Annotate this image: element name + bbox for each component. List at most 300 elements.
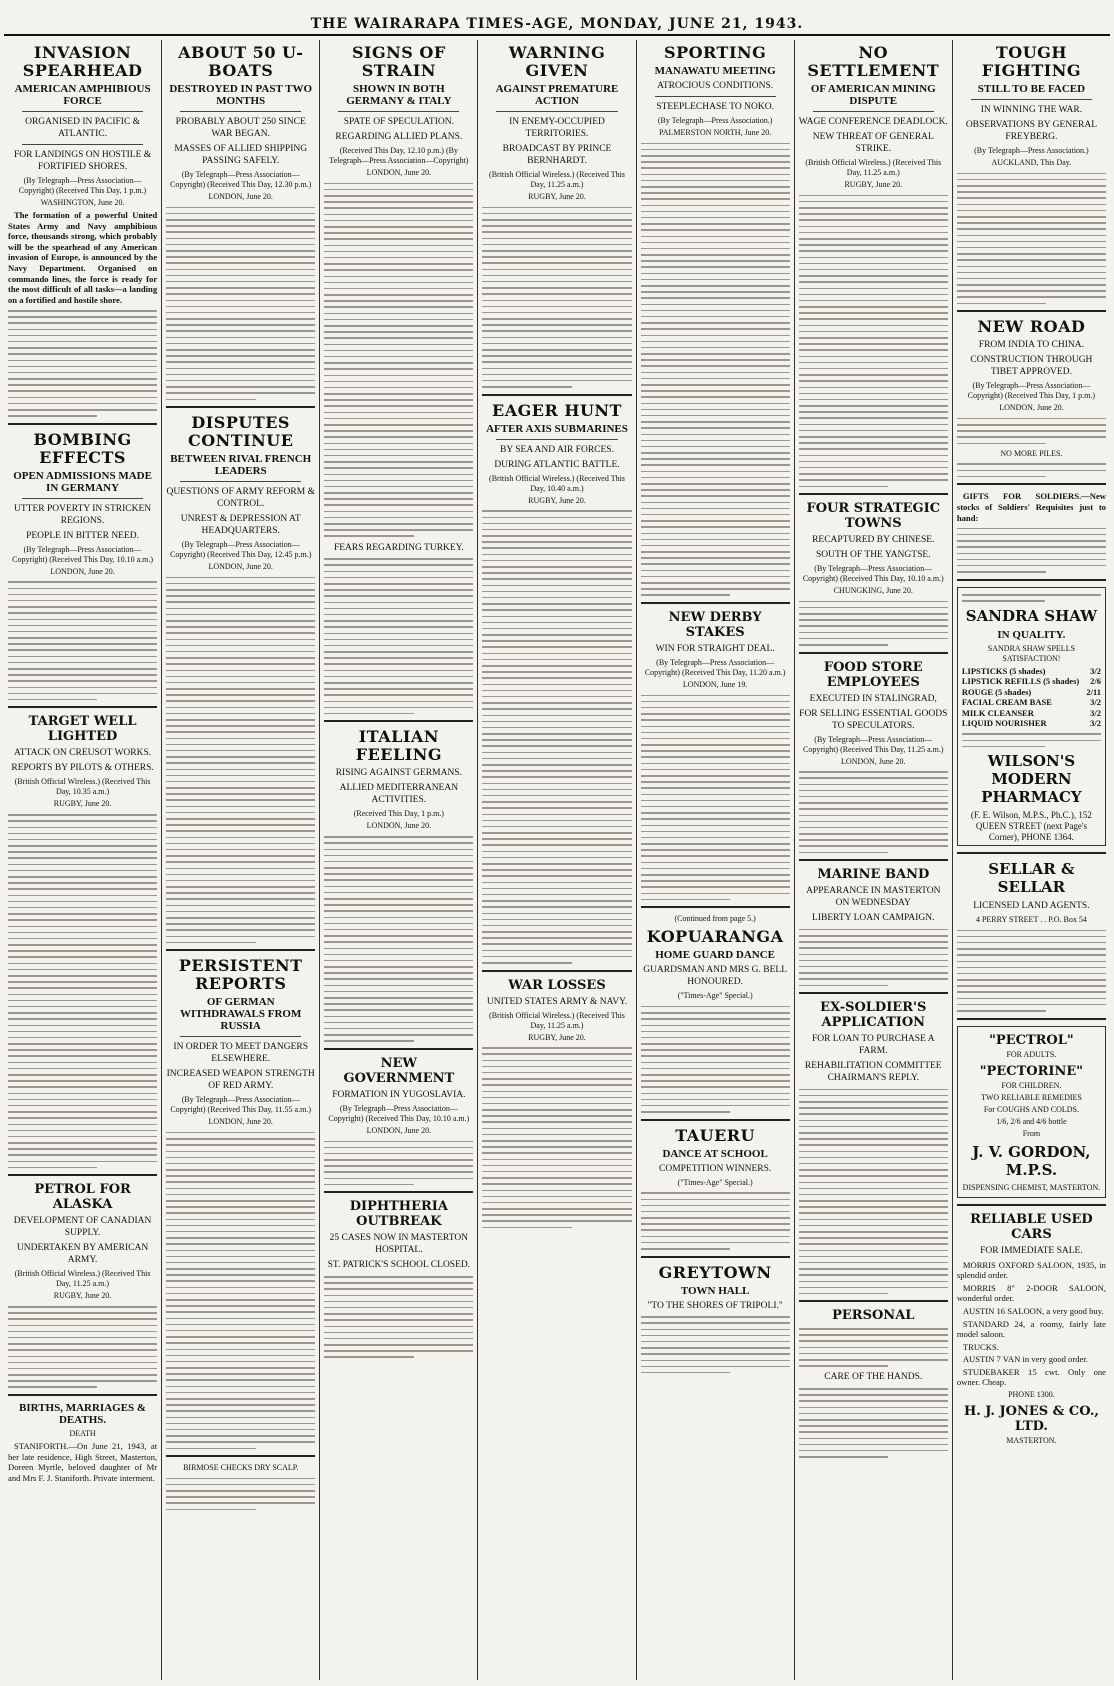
text-line: [166, 1355, 315, 1357]
headline-warning-given: WARNING GIVEN: [508, 43, 606, 80]
text-line: [799, 281, 948, 283]
advert-reliable-used-cars: RELIABLE USED CARS: [970, 1211, 1093, 1242]
text-line: [324, 558, 473, 560]
text-line: [324, 855, 473, 857]
subhead: FROM INDIA TO CHINA.: [978, 340, 1085, 351]
credit-line: ("Times-Age" Special.): [677, 991, 753, 1001]
text-line: [324, 189, 473, 191]
text-line: [641, 415, 790, 417]
text-line: [8, 656, 157, 658]
text-line: [957, 534, 1106, 536]
text-line: [482, 312, 631, 314]
text-line: [482, 826, 631, 828]
subhead: ATROCIOUS CONDITIONS.: [657, 81, 774, 91]
headline-new-government: NEW GOVERNMENT: [343, 1055, 455, 1086]
article-body-text: [641, 1316, 790, 1373]
article-body-text: [799, 195, 948, 487]
text-line: [8, 981, 157, 983]
dateline: RUGBY, June 20.: [528, 495, 586, 505]
text-line: [482, 219, 631, 221]
credit-line: (By Telegraph—Press Association—Copyright) (Received This Day, 10.10 a.m.): [802, 564, 944, 583]
text-line: [324, 387, 473, 389]
text-line: [641, 279, 790, 281]
text-line: [8, 839, 157, 841]
text-line: [324, 1178, 473, 1180]
column-2: [162, 40, 320, 1680]
text-line: [641, 1018, 790, 1020]
price-item: LIPSTICKS (5 shades): [961, 665, 1046, 676]
subhead: CONSTRUCTION THROUGH TIBET APPROVED.: [970, 355, 1093, 378]
text-line: [799, 1182, 948, 1184]
text-line: [799, 1237, 948, 1239]
headline-kopuaranga: KOPUARANGA: [646, 927, 784, 947]
text-line: [799, 1144, 948, 1146]
text-line: [641, 551, 790, 553]
text-line: [8, 895, 157, 897]
text-line: [324, 1332, 473, 1334]
text-line: [641, 390, 790, 392]
text-line: [324, 1319, 473, 1321]
text-line: [799, 1413, 948, 1415]
text-line: [482, 306, 631, 308]
text-line: [8, 1148, 157, 1150]
text-line: [799, 349, 948, 351]
text-line: [166, 663, 315, 665]
text-line: [482, 814, 631, 816]
text-line: [957, 266, 1106, 268]
text-line: [8, 581, 157, 583]
text-line: [799, 448, 948, 450]
article-body-text: [166, 577, 315, 944]
text-line: [482, 943, 631, 945]
headline-italian-feeling: ITALIAN FEELING: [355, 727, 442, 765]
text-line: [482, 1146, 631, 1148]
subhead: FOR IMMEDIATE SALE.: [980, 1245, 1083, 1256]
text-line: [482, 962, 571, 964]
text-line: [482, 238, 631, 240]
text-line: [166, 213, 315, 215]
subhead: SPATE OF SPECULATION.: [343, 117, 454, 127]
text-line: [166, 256, 315, 258]
text-line: [799, 356, 948, 358]
text-line: [324, 935, 473, 937]
text-line: [799, 607, 948, 609]
text-line: [8, 1136, 157, 1138]
text-line: [166, 837, 315, 839]
text-line: [482, 776, 631, 778]
text-line: [8, 956, 157, 958]
text-line: [799, 461, 948, 463]
text-line: [799, 1138, 948, 1140]
text-line: [8, 693, 157, 695]
text-line: [641, 1211, 790, 1213]
text-line: [166, 1194, 315, 1196]
text-line: [166, 324, 315, 326]
text-line: [799, 405, 948, 407]
headline-bombing-effects: BOMBING EFFECTS: [33, 429, 132, 467]
text-line: [641, 893, 790, 895]
text-line: [166, 830, 315, 832]
credit-line: ("Times-Age" Special.): [677, 1177, 753, 1187]
text-line: [324, 418, 473, 420]
text-line: [8, 1343, 157, 1345]
text-line: [324, 375, 473, 377]
text-line: [641, 155, 790, 157]
article-body-text: [324, 836, 473, 1042]
subhead: UNREST & DEPRESSION AT HEADQUARTERS.: [180, 514, 301, 536]
text-line: [957, 998, 1106, 1000]
text-line: [8, 353, 157, 355]
text-line: [957, 418, 1106, 420]
text-line: [324, 941, 473, 943]
dateline: LONDON, June 20.: [841, 756, 906, 766]
text-line: [799, 1450, 948, 1452]
subhead: AGAINST PREMATURE ACTION: [495, 83, 619, 107]
text-line: [166, 843, 315, 845]
text-line: [641, 1353, 790, 1355]
text-line: [482, 616, 631, 618]
text-line: [641, 353, 790, 355]
text-line: [799, 808, 948, 810]
text-line: [482, 597, 631, 599]
headline-four-strategic-towns: FOUR STRATEGIC TOWNS: [806, 501, 941, 531]
text-line: [641, 316, 790, 318]
text-line: [8, 335, 157, 337]
headline-personal: PERSONAL: [832, 1308, 915, 1324]
dateline: RUGBY, June 20.: [528, 1032, 586, 1042]
text-line: [799, 1089, 948, 1091]
text-line: [324, 898, 473, 900]
text-line: [324, 1040, 413, 1042]
text-line: [8, 1130, 157, 1132]
text-line: [324, 183, 473, 185]
text-line: [641, 582, 790, 584]
text-line: [166, 929, 315, 931]
subhead: BETWEEN RIVAL FRENCH LEADERS: [170, 453, 312, 477]
text-line: [324, 651, 473, 653]
text-line: [324, 356, 473, 358]
text-line: [324, 350, 473, 352]
text-line: [166, 293, 315, 295]
text-line: [799, 1328, 948, 1330]
text-line: [641, 217, 790, 219]
text-line: [482, 900, 631, 902]
text-line: [166, 1367, 315, 1369]
pharmacy-address: (F. E. Wilson, M.P.S., Ph.C.), 152 QUEEN STREET (next Page's Corner), PHONE 1364.: [970, 809, 1092, 842]
text-line: [324, 232, 473, 234]
text-line: [641, 464, 790, 466]
text-line: [8, 888, 157, 890]
text-line: [166, 917, 315, 919]
text-line: [166, 905, 315, 907]
subhead: WIN FOR STRAIGHT DEAL.: [655, 643, 775, 654]
text-line: [641, 198, 790, 200]
article-body-text: [8, 1306, 157, 1388]
text-line: [166, 1417, 315, 1419]
price-row: [962, 687, 1101, 698]
text-line: [324, 325, 473, 327]
text-line: [166, 657, 315, 659]
text-line: [641, 862, 790, 864]
text-line: [641, 726, 790, 728]
text-line: [957, 936, 1106, 938]
text-line: [324, 886, 473, 888]
text-line: [482, 745, 631, 747]
text-line: [799, 972, 948, 974]
text-line: [957, 284, 1106, 286]
text-line: [641, 1347, 790, 1349]
text-line: [799, 613, 948, 615]
text-line: [799, 263, 948, 265]
product-audience: FOR ADULTS.: [1006, 1049, 1057, 1059]
text-line: [641, 205, 790, 207]
text-line: [166, 1336, 315, 1338]
subhead: FOR SELLING ESSENTIAL GOODS TO SPECULATORS.: [799, 708, 948, 731]
text-line: [641, 812, 790, 814]
text-line: [324, 195, 473, 197]
text-line: [799, 1281, 948, 1283]
advert-body-text: [962, 733, 1101, 747]
text-line: [641, 452, 790, 454]
subhead: IN WINNING THE WAR.: [980, 105, 1083, 115]
text-line: [8, 814, 157, 816]
headline-taueru: TAUERU: [675, 1125, 756, 1145]
text-line: [957, 1004, 1106, 1006]
text-line: [8, 409, 157, 411]
text-line: [166, 1410, 315, 1412]
text-line: [799, 473, 948, 475]
text-line: [641, 211, 790, 213]
text-line: [166, 312, 315, 314]
text-line: [641, 310, 790, 312]
text-line: [166, 874, 315, 876]
text-line: [324, 504, 473, 506]
text-line: [799, 486, 888, 488]
text-line: [957, 191, 1106, 193]
text-line: [641, 576, 790, 578]
text-line: [641, 434, 790, 436]
credit-line: (By Telegraph—Press Association.): [974, 146, 1089, 155]
text-line: [166, 1373, 315, 1375]
text-line: [482, 1060, 631, 1062]
text-line: [324, 1356, 413, 1358]
text-line: [641, 719, 790, 721]
text-line: [641, 763, 790, 765]
text-line: [641, 180, 790, 182]
text-line: [166, 1448, 255, 1450]
text-line: [8, 1080, 157, 1082]
subhead: "TO THE SHORES OF TRIPOLI.": [647, 1300, 783, 1311]
text-line: [324, 1141, 473, 1143]
text-line: [641, 539, 790, 541]
text-line: [324, 978, 473, 980]
headline-signs-of-strain: SIGNS OF STRAIN: [351, 43, 446, 80]
text-line: [799, 796, 948, 798]
text-line: [8, 1055, 157, 1057]
text-line: [641, 880, 790, 882]
text-line: [8, 926, 157, 928]
text-line: [8, 1386, 97, 1388]
text-line: [8, 322, 157, 324]
text-line: [166, 682, 315, 684]
text-line: [799, 244, 948, 246]
price-value: 3/2: [1090, 707, 1101, 718]
text-line: [799, 294, 948, 296]
text-line: [641, 297, 790, 299]
credit-line: (By Telegraph—Press Association—Copyright) (Received This Day, 11.20 a.m.): [644, 657, 786, 677]
text-line: [641, 1049, 790, 1051]
text-line: [799, 1365, 888, 1367]
subhead: STILL TO BE FACED: [977, 83, 1086, 95]
subhead: TOWN HALL: [680, 1284, 750, 1297]
text-line: [482, 256, 631, 258]
subhead: LIBERTY LOAN CAMPAIGN.: [812, 913, 935, 924]
text-line: [799, 601, 948, 603]
credit-line: (British Official Wireless.) (Received This Day, 10.40 a.m.): [489, 473, 625, 493]
text-line: [324, 1028, 473, 1030]
text-line: [166, 756, 315, 758]
text-line: [957, 204, 1106, 206]
subhead: UTTER POVERTY IN STRICKEN REGIONS.: [14, 503, 152, 526]
text-line: [8, 360, 157, 362]
text-line: [8, 619, 157, 621]
text-line: [799, 1287, 948, 1289]
car-listing: AUSTIN 7 VAN in very good order.: [962, 1354, 1088, 1365]
advert-heading: BIRMOSE CHECKS DRY SCALP.: [183, 1463, 299, 1472]
text-line: [799, 1340, 948, 1342]
dateline: PALMERSTON NORTH, June 20.: [659, 128, 772, 137]
text-line: [166, 392, 315, 394]
text-line: [482, 783, 631, 785]
text-line: [8, 913, 157, 915]
price-item: ROUGE (5 shades): [961, 686, 1032, 697]
headline-disputes-continue: DISPUTES CONTINUE: [187, 413, 294, 450]
dateline: LONDON, June 20.: [208, 192, 273, 201]
text-line: [799, 195, 948, 197]
article-body-text: [324, 1276, 473, 1358]
text-line: [482, 950, 631, 952]
text-line: [482, 1103, 631, 1105]
continued-note: (Continued from page 5.): [674, 914, 756, 924]
car-listing: STUDEBAKER 15 cwt. Only one owner. Cheap.: [956, 1366, 1106, 1388]
text-line: [957, 961, 1106, 963]
text-line: [799, 479, 948, 481]
pharmacy-name: WILSON'S MODERN PHARMACY: [981, 751, 1082, 806]
text-line: [324, 436, 473, 438]
credit-line: (British Official Wireless.) (Received This Day, 11.25 a.m.): [14, 1269, 151, 1289]
text-line: [799, 1157, 948, 1159]
article-body-text: [8, 814, 157, 1168]
text-line: [482, 888, 631, 890]
text-line: [957, 559, 1106, 561]
subhead: OF AMERICAN MINING DISPUTE: [810, 83, 936, 107]
text-line: [8, 1124, 157, 1126]
text-line: [166, 1157, 315, 1159]
text-line: [324, 455, 473, 457]
text-line: [8, 1062, 157, 1064]
text-line: [482, 832, 631, 834]
text-line: [324, 424, 473, 426]
text-line: [482, 727, 631, 729]
subhead: IN QUALITY.: [997, 628, 1066, 641]
text-line: [641, 855, 790, 857]
text-line: [641, 483, 790, 485]
text-line: [799, 1334, 948, 1336]
text-line: [482, 386, 571, 388]
text-line: [482, 609, 631, 611]
text-line: [957, 942, 1106, 944]
text-line: [324, 892, 473, 894]
text-line: [799, 1132, 948, 1134]
text-line: [641, 1105, 790, 1107]
text-line: [324, 1313, 473, 1315]
text-line: [166, 368, 315, 370]
text-line: [166, 269, 315, 271]
article-body-text: [324, 183, 473, 537]
text-line: [166, 868, 315, 870]
headline-sporting: SPORTING: [664, 43, 767, 62]
column-6: [795, 40, 953, 1680]
text-line: [324, 535, 413, 537]
text-line: [482, 882, 631, 884]
headline-marine-band: MARINE BAND: [817, 867, 930, 883]
text-line: [482, 758, 631, 760]
text-line: [8, 631, 157, 633]
text-line: [324, 337, 473, 339]
text-line: [799, 374, 948, 376]
text-line: [799, 1256, 948, 1258]
product-name: "PECTORINE": [979, 1063, 1084, 1079]
text-line: [8, 1117, 157, 1119]
subhead: ALLIED MEDITERRANEAN ACTIVITIES.: [339, 783, 459, 806]
text-line: [324, 688, 473, 690]
text-line: [8, 662, 157, 664]
death-notice-label: DEATH: [69, 1428, 96, 1438]
text-line: [166, 762, 315, 764]
text-line: [166, 1478, 315, 1480]
text-line: [641, 378, 790, 380]
subhead: DANCE AT SCHOOL: [662, 1147, 768, 1160]
text-line: [799, 300, 948, 302]
dealer-phone: PHONE 1300.: [1008, 1390, 1055, 1400]
text-line: [324, 602, 473, 604]
text-line: [482, 869, 631, 871]
text-line: [166, 1404, 315, 1406]
text-line: [166, 1509, 255, 1511]
text-line: [482, 231, 631, 233]
text-line: [166, 892, 315, 894]
text-line: [166, 670, 315, 672]
text-line: [324, 1003, 473, 1005]
column-4: [478, 40, 636, 1680]
text-line: [799, 1175, 948, 1177]
text-line: [8, 687, 157, 689]
text-line: [641, 446, 790, 448]
text-line: [8, 876, 157, 878]
text-line: [8, 625, 157, 627]
text-line: [482, 653, 631, 655]
price-item: FACIAL CREAM BASE: [961, 697, 1052, 708]
subhead: APPEARANCE IN MASTERTON ON WEDNESDAY: [806, 886, 941, 909]
text-line: [166, 806, 315, 808]
price-row: [962, 676, 1101, 687]
text-line: [166, 601, 315, 603]
text-line: [641, 1080, 790, 1082]
text-line: [799, 638, 948, 640]
text-line: [166, 769, 315, 771]
text-line: [324, 701, 473, 703]
text-line: [324, 498, 473, 500]
